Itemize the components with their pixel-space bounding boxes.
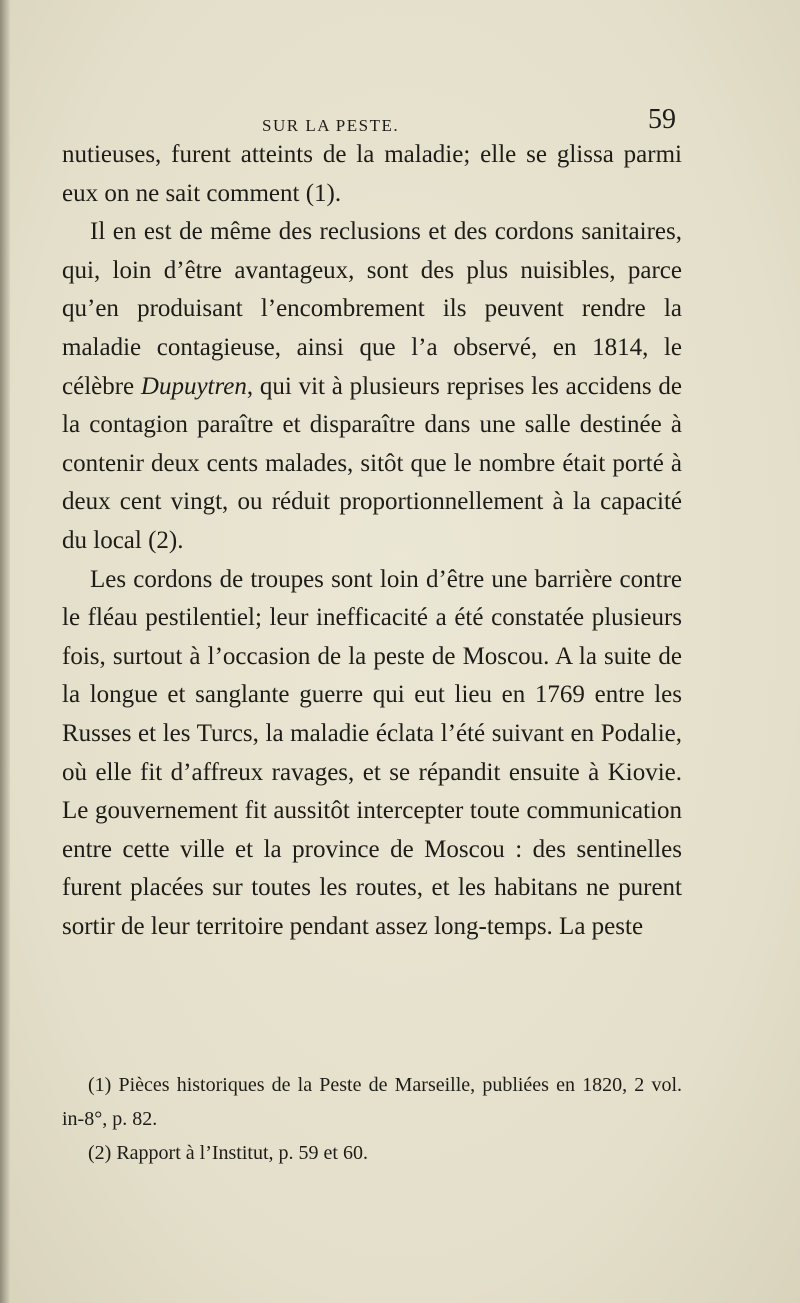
page-edge-shadow	[0, 0, 10, 1303]
paragraph-3: Les cordons de troupes sont loin d’être une barrière contre le fléau pestilentiel; leur inefficacité a été constatée plusieurs fois, surtout à l’occasion de la peste de Moscou. A la suite de la longue et sanglante guerre qui eut lieu en 1769 entre les Russes et les Turcs, la maladie éclata l’été suivant en Podalie, où elle fit d’affreux ravages, et se répandit ensuite à Kiovie. Le gouvernement fit aussitôt intercepter toute communication entre cette ville et la province de Moscou : des sentinelles furent placées sur toutes les routes, et les habitans ne purent sortir de leur territoire pendant assez long-temps. La peste	[62, 565, 682, 940]
running-head: SUR LA PESTE.	[262, 116, 400, 135]
main-text	[62, 136, 682, 946]
paragraph-2	[62, 213, 682, 560]
paragraph-2-text: Il en est de même des reclusions et des cordons sanitaires, qui, loin d’être avantageux, sont des plus nuisibles, parce qu’en produisant l’encombrement ils peuvent rendre la maladie contagieuse, ainsi que l’a observé, en 1814, le célèbre	[62, 218, 682, 400]
footnote-2: (2) Rapport à l’Institut, p. 59 et 60.	[88, 1142, 368, 1164]
paragraph-2-rest: , qui vit à plusieurs reprises les accidens de la contagion paraître et disparaître dans une salle destinée à contenir deux cents malades, sitôt que le nombre était porté à deux cent vingt, ou réduit proportionnellement à la capacité du local (2).	[62, 372, 682, 554]
footnotes	[62, 1068, 682, 1170]
paragraph-1: nutieuses, furent atteints de la maladie; elle se glissa parmi eux on ne sait comment (1).	[62, 141, 682, 207]
footnote-1: (1) Pièces historiques de la Peste de Marseille, publiées en 1820, 2 vol. in-8°, p. 82.	[62, 1074, 682, 1130]
page-number: 59	[648, 104, 676, 135]
person-name: Dupuytren	[140, 372, 247, 400]
